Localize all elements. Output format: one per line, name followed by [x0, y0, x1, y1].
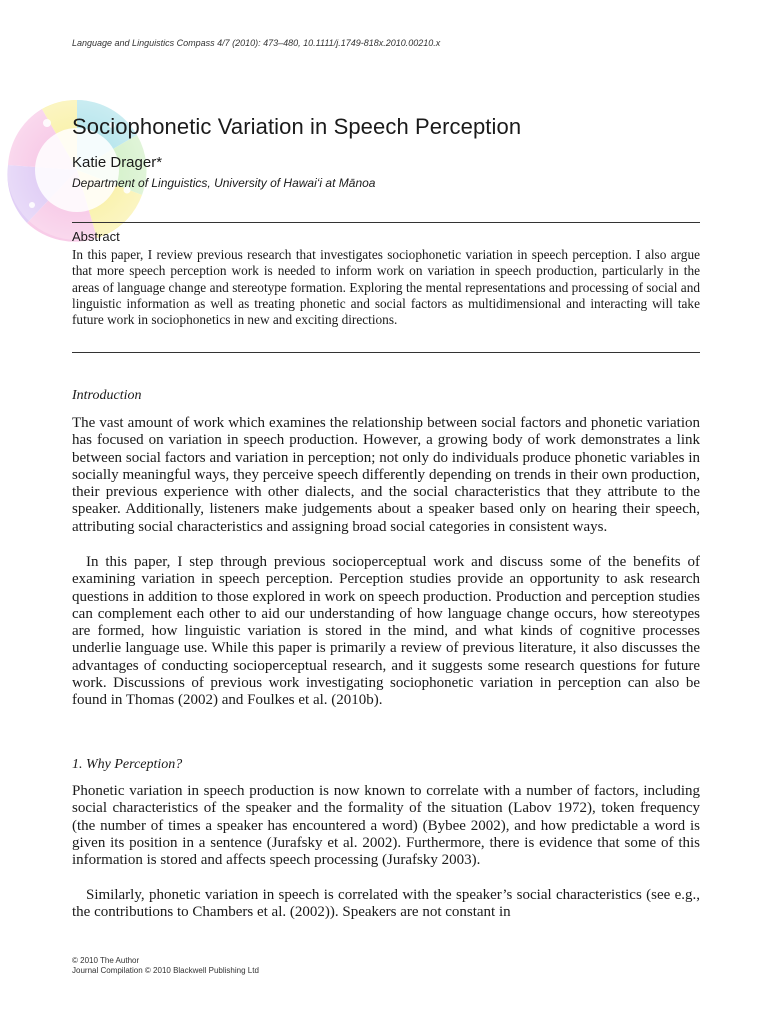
why-perception-paragraph-1: Phonetic variation in speech production is now known to correlate with a number of factors, including social characteristics of the speaker and the formality of the situation (Labov 1972), token frequency (the number of times a speaker has encountered a word) (Bybee 2002), and how predictable a word is given its position in a sentence (Jurafsky et al. 2002). Furthermore, there is evidence that some of this information is stored and affects speech processing (Jurafsky 2003). [72, 783, 700, 869]
why-perception-heading: 1. Why Perception? [72, 757, 183, 772]
abstract-heading: Abstract [72, 229, 120, 244]
introduction-paragraph-1: The vast amount of work which examines the relationship between social factors and phonetic variation has focused on variation in speech production. However, a growing body of work demonstrates a link between social factors and variation in perception; not only do individuals produce phonetic variables in socially meaningful ways, they perceive speech differently depending on trends in their own production, their previous experience with other dialects, and the social characteristics that they attribute to the speaker. Additionally, listeners make judgements about a speaker based only on hearing their speech, attributing social characteristics and assigning broad social categories in consistent ways. [72, 415, 700, 535]
copyright-author: © 2010 The Author [72, 956, 140, 965]
abstract-bottom-rule [72, 352, 700, 353]
copyright-footer [72, 956, 259, 976]
introduction-heading: Introduction [72, 388, 142, 403]
journal-citation-header: Language and Linguistics Compass 4/7 (2010): 473–480, 10.1111/j.1749-818x.2010.00210.x [72, 38, 441, 48]
abstract-text: In this paper, I review previous research that investigates sociophonetic variation in speech perception. I also argue that more speech perception work is needed to inform work on variation in speech production, particularly in the areas of language change and stereotype formation. Exploring the mental representations and processing of social and linguistic information as well as treating phonetic and social factors as multidimensional and interacting will take future work in sociophonetics in new and exciting directions. [72, 247, 700, 328]
abstract-top-rule [72, 222, 700, 223]
introduction-paragraph-2: In this paper, I step through previous socioperceptual work and discuss some of the benefits of examining variation in speech perception. Perception studies provide an opportunity to ask research questions in addition to those explored in work on speech production. Production and perception studies can complement each other to aid our understanding of how language change occurs, how stereotypes are formed, how linguistic variation is stored in the mind, and what kinds of cognitive processes underlie language use. While this paper is primarily a review of previous literature, it also discusses the advantages of conducting socioperceptual research, and it suggests some research questions for future work. Discussions of previous work investigating sociophonetic variation in perception can also be found in Thomas (2002) and Foulkes et al. (2010b). [72, 554, 700, 709]
article-title: Sociophonetic Variation in Speech Perception [72, 114, 522, 139]
why-perception-paragraph-2: Similarly, phonetic variation in speech is correlated with the speaker’s social characteristics (see e.g., the contributions to Chambers et al. (2002)). Speakers are not constant in [72, 887, 700, 921]
copyright-journal: Journal Compilation © 2010 Blackwell Publishing Ltd [72, 966, 259, 975]
author-name: Katie Drager* [72, 154, 163, 171]
author-affiliation: Department of Linguistics, University of Hawai‘i at Mānoa [72, 176, 376, 190]
